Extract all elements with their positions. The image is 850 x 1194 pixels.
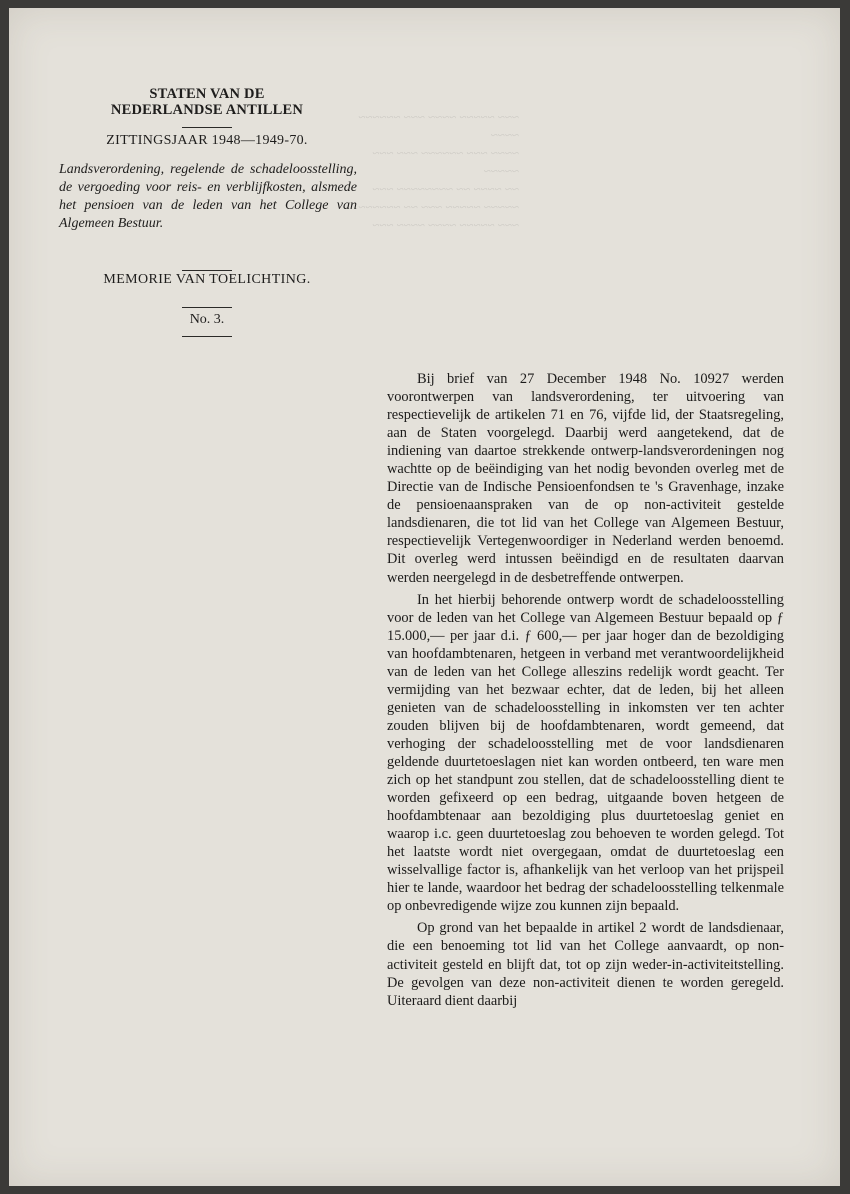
show-through-text: ~~~ ~~~~~ ~~~~ ~~~ ~~~~~~ ~~~~ ~~~~ ~~~ ~~~~~~ ~~~ ~~~ ~~~~~ ~~ ~~~~ ~~ ~~~~~~~~ ~~~ ~~~~~ ~~~~~ ~~~ ~~ ~~~~~~ ~~~ ~~~~~ ~~~~ ~~~~ ~~~ bbox=[358, 109, 519, 232]
session-year: ZITTINGSJAAR 1948—1949-70. bbox=[106, 133, 308, 148]
paragraph-2: In het hierbij behorende ontwerp wordt de schadeloosstelling voor de leden van het College van Algemeen Bestuur bepaald op ƒ 15.000,— per jaar d.i. ƒ 600,— per jaar hoger dan de bezoldiging van hoofdambtenaren, hetgeen in verband met verantwoordelijkheid van de leden van het College alleszins redelijk wordt geacht. Ter vermijding van het bezwaar echter, dat de leden, bij het alleen genieten van de schadeloosstelling in inkomsten ver ten achter zouden blijven bij de hoofdambtenaren, wordt gemeend, dat verhoging der schadeloosstelling met de voor landsdienaren geldende duurtetoeslagen niet kan worden ontbeerd, ten ware men zich op het standpunt zou stellen, dat de schadeloosstelling dient te worden gefixeerd op een bedrag, uitgaande boven hetgeen de hoofdambtenaar aan bezoldiging plus duurtetoeslag geniet en waarop i.c. geen duurtetoeslag zou behoeven te worden gelegd. Tot het laatste wordt niet overgegaan, omdat de duurtetoeslag een wisselvallige factor is, afhankelijk van het verloop van het prijspeil hier te lande, waardoor het bedrag der schadeloosstelling telkenmale op onbevredigende wijze zou kunnen zijn bepaald. bbox=[387, 591, 784, 915]
explanation-body bbox=[387, 370, 784, 1010]
divider bbox=[182, 127, 232, 128]
paragraph-1: Bij brief van 27 December 1948 No. 10927 werden voorontwerpen van landsverordening, ter uitvoering van respectievelijk de artikelen 71 en 76, vijfde lid, der Staatsregeling, aan de Staten voorgelegd. Daarbij werd aangetekend, dat de indiening van daartoe strekkende ontwerp-landsverordeningen nog wachtte op de beëindiging van het nodig bevonden overleg met de Directie van de Indische Pensioenfondsen te 's Gravenhage, inzake de pensioenaanspraken van de op non-activiteit gestelde landsdienaren, die tot lid van het College van Algemeen Bestuur, respectievelijk Vertegenwoordiger in Nederland werden benoemd. Dit overleg werd intussen beëindigd en de resultaten daarvan werden neergelegd in de desbetreffende ontwerpen. bbox=[387, 371, 784, 586]
divider bbox=[182, 270, 232, 271]
document-page bbox=[9, 8, 840, 1186]
paragraph-3: Op grond van het bepaalde in artikel 2 wordt de landsdienaar, die een benoeming tot lid van het College aanvaardt, op non-activiteit gesteld en blijft dat, tot op zijn weder-in-activiteitstelling. De gevolgen van deze non-activiteit dienen te worden geregeld. Uiteraard dient daarbij bbox=[387, 920, 784, 1009]
title-line-2: NEDERLANDSE ANTILLEN bbox=[110, 102, 304, 118]
title-line-1: STATEN VAN DE bbox=[149, 86, 265, 102]
document-number: No. 3. bbox=[189, 312, 225, 327]
memo-heading: MEMORIE VAN TOELICHTING. bbox=[103, 272, 311, 287]
divider bbox=[182, 307, 232, 308]
subject-title: Landsverordening, regelende de schadeloosstelling, de vergoeding voor reis- en verblijfkosten, alsmede het pensioen van de leden van het College van Algemeen Bestuur. bbox=[59, 162, 357, 231]
divider bbox=[182, 336, 232, 337]
document-title bbox=[57, 86, 357, 118]
